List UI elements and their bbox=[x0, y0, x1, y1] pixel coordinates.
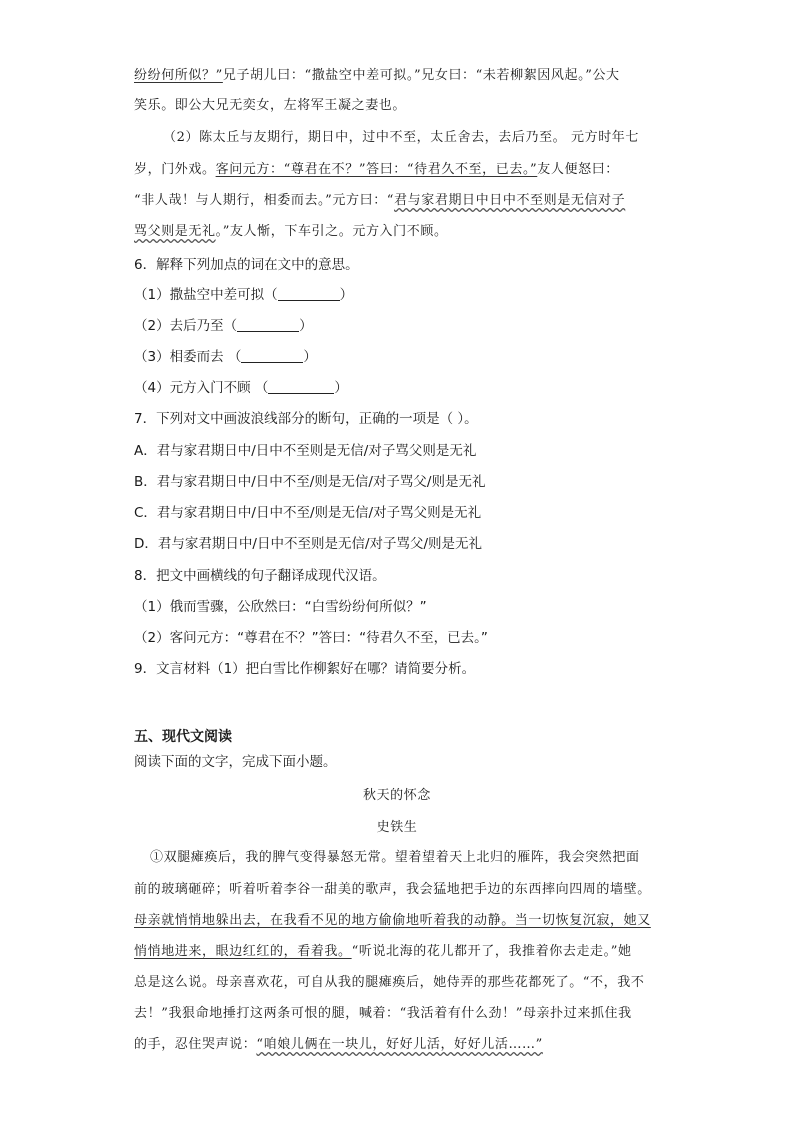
answer-blank[interactable] bbox=[241, 348, 303, 363]
essay-author: 史铁生 bbox=[376, 820, 418, 835]
item-text: （3）相委而去 （ bbox=[134, 349, 242, 365]
question-9: 9．文言材料（1）把白雪比作柳絮好在哪？请简要分析。 bbox=[134, 661, 476, 677]
wavy-underlined-text: “咱娘儿俩在一块儿，好好儿活，好好儿活……” bbox=[256, 1037, 543, 1052]
option-c: C．君与家君期日中/日中不至/则是无信/对子骂父则是无礼 bbox=[134, 505, 482, 521]
close-paren: ） bbox=[299, 318, 313, 334]
passage-text: 岁，门外戏。 bbox=[134, 162, 216, 177]
essay-line-6: 去！”我狠命地捶打这两条可恨的腿，喊着：“我活着有什么劲！”母亲扑过来抓住我 bbox=[134, 1006, 632, 1021]
essay-line-4 bbox=[134, 942, 632, 962]
option-d: D．君与家君期日中/日中不至则是无信/对子骂父/则是无礼 bbox=[134, 536, 483, 552]
essay-line-5: 总是这么说。母亲喜欢花，可自从我的腿瘫痪后，她侍弄的那些花都死了。“不，我不 bbox=[134, 975, 645, 990]
essay-line-7 bbox=[134, 1035, 543, 1055]
answer-blank[interactable] bbox=[268, 379, 334, 394]
passage-line-4 bbox=[134, 160, 619, 180]
underlined-sentence: 悄悄地进来，眼边红红的，看着我。 bbox=[134, 944, 352, 959]
passage-line-5 bbox=[134, 191, 625, 211]
answer-blank[interactable] bbox=[237, 317, 299, 332]
wavy-underlined-text: 骂父则是无礼 bbox=[134, 224, 216, 239]
answer-blank[interactable] bbox=[278, 286, 340, 301]
passage-text: 友人便怒曰： bbox=[537, 162, 619, 177]
passage-line-6 bbox=[134, 222, 448, 242]
item-text: （4）元方入门不顾 （ bbox=[134, 380, 269, 396]
question-8-item-1: （1）俄而雪骤，公欣然曰：“白雪纷纷何所似？” bbox=[134, 599, 427, 615]
passage-line-1 bbox=[134, 66, 620, 86]
passage-line-2: 笑乐。即公大兄无奕女，左将军王凝之妻也。 bbox=[134, 98, 407, 113]
underlined-sentence: 母亲就悄悄地躲出去，在我看不见的地方偷偷地听着我的动静。当一切恢复沉寂，她又 bbox=[134, 913, 651, 928]
underlined-sentence: 纷纷何所似？” bbox=[134, 68, 223, 83]
essay-title: 秋天的怀念 bbox=[362, 788, 431, 803]
question-6: 6．解释下列加点的词在文中的意思。 bbox=[134, 257, 359, 273]
passage-text: 兄子胡儿曰：“撒盐空中差可拟。”兄女曰：“未若柳絮因风起。”公大 bbox=[222, 68, 620, 83]
essay-text: “听说北海的花儿都开了，我推着你去走走。”她 bbox=[351, 944, 632, 959]
essay-line-1: ①双腿瘫痪后，我的脾气变得暴怒无常。望着望着天上北归的雁阵，我会突然把面 bbox=[150, 850, 640, 865]
close-paren: ） bbox=[334, 380, 348, 396]
section-intro: 阅读下面的文字，完成下面小题。 bbox=[134, 754, 337, 770]
question-8: 8．把文中画横线的句子翻译成现代汉语。 bbox=[134, 568, 386, 584]
question-6-item-4 bbox=[134, 378, 348, 398]
essay-line-2: 前的玻璃砸碎；听着听着李谷一甜美的歌声，我会猛地把手边的东西摔向四周的墙壁。 bbox=[134, 882, 651, 897]
underlined-sentence: 客问元方：“尊君在不？”答曰：“待君久不至，已去。” bbox=[215, 162, 538, 177]
item-text: （2）去后乃至（ bbox=[134, 318, 238, 334]
section-heading: 五、现代文阅读 bbox=[134, 729, 232, 745]
question-6-item-1 bbox=[134, 285, 353, 305]
question-8-item-2: （2）客问元方：“尊君在不？”答曰：“待君久不至，已去。” bbox=[134, 630, 488, 646]
question-6-item-2 bbox=[134, 316, 313, 336]
question-6-item-3 bbox=[134, 347, 317, 367]
close-paren: ） bbox=[339, 287, 354, 303]
item-text: （1）撒盐空中差可拟（ bbox=[134, 287, 278, 303]
option-b: B．君与家君期日中/日中不至/则是无信/对子骂父/则是无礼 bbox=[134, 474, 486, 490]
option-a: A．君与家君期日中/日中不至则是无信/对子骂父则是无礼 bbox=[134, 443, 477, 459]
wavy-underlined-text: 君与家君期日中日中不至则是无信对子 bbox=[394, 193, 626, 208]
passage-text: “非人哉！与人期行，相委而去。”元方曰：“ bbox=[134, 193, 395, 208]
passage-text: 。”友人惭，下车引之。元方入门不顾。 bbox=[215, 224, 448, 239]
passage-line-3: （2）陈太丘与友期行，期日中，过中不至，太丘舍去，去后乃至。 元方时年七 bbox=[163, 130, 640, 145]
essay-line-3 bbox=[134, 911, 651, 931]
close-paren: ） bbox=[303, 349, 317, 365]
question-7: 7．下列对文中画波浪线部分的断句，正确的一项是（ ）。 bbox=[134, 411, 478, 427]
essay-text: 的手，忍住哭声说： bbox=[134, 1037, 257, 1052]
